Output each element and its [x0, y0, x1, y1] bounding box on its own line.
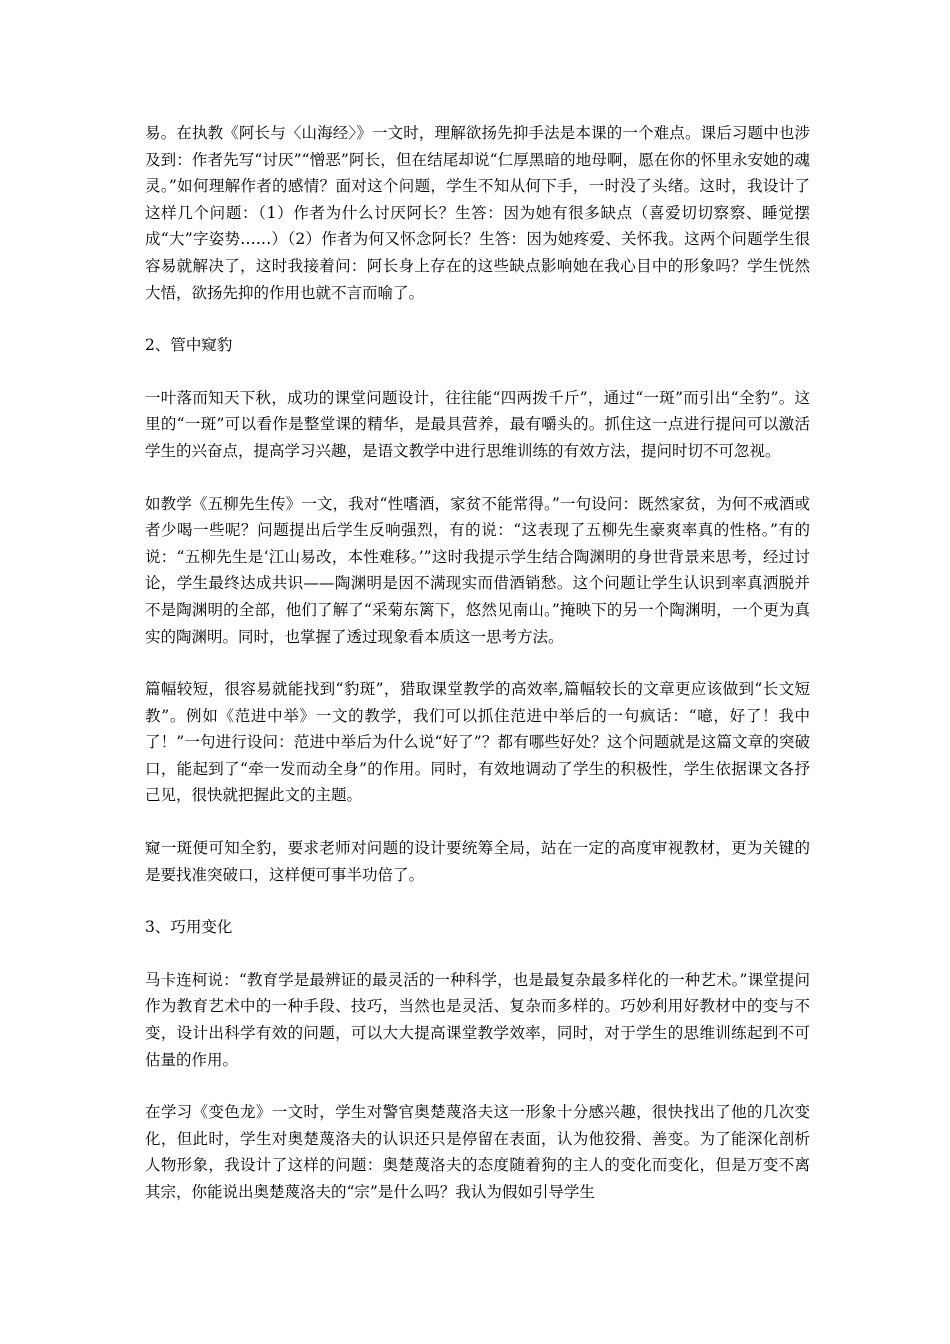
- paragraph-wuliu: 如教学《五柳先生传》一文，我对“性嗜酒，家贫不能常得。”一句设问：既然家贫，为何不戒酒或者少喝一些呢？问题提出后学生反响强烈，有的说：“这表现了五柳先生豪爽率真的性格。”有的说：“五柳先生是‘江山易改，本性难移。’”这时我提示学生结合陶渊明的身世背景来思考，经过讨论，学生最终达成共识——陶渊明是因不满现实而借酒销愁。这个问题让学生认识到率真洒脱并不是陶渊明的全部，他们了解了“采菊东篱下，悠然见南山。”掩映下的另一个陶渊明，一个更为真实的陶渊明。同时，也掌握了透过现象看本质这一思考方法。: [145, 494, 810, 646]
- paragraph-chameleon: 在学习《变色龙》一文时，学生对警官奥楚蔑洛夫这一形象十分感兴趣，很快找出了他的几次变化，但此时，学生对奥楚蔑洛夫的认识还只是停留在表面，认为他狡猾、善变。为了能深化剖析人物形象，我设计了这样的问题：奥楚蔑洛夫的态度随着狗的主人的变化而变化，但是万变不离其宗，你能说出奥楚蔑洛夫的“宗”是什么吗？我认为假如引导学生: [145, 1103, 810, 1201]
- section-heading-2: 2、管中窥豹: [145, 336, 233, 355]
- paragraph-fan-jin: 篇幅较短，很容易就能找到“豹斑”，猎取课堂教学的高效率,篇幅较长的文章更应该做到“长文短教”。例如《范进中举》一文的教学，我们可以抓住范进中举后的一句疯话：“噫，好了！我中了！”一句进行设问：范进中举后为什么说“好了”？都有哪些好处？这个问题就是这篇文章的突破口，能起到了“牵一发而动全身”的作用。同时，有效地调动了学生的积极性，学生依据课文各抒己见，很快就把握此文的主题。: [145, 680, 810, 805]
- paragraph-ah-chang: 易。在执教《阿长与〈山海经〉》一文时，理解欲扬先抑手法是本课的一个难点。课后习题中也涉及到：作者先写“讨厌”“憎恶”阿长，但在结尾却说“仁厚黑暗的地母啊，愿在你的怀里永安她的魂灵。”如何理解作者的感情？面对这个问题，学生不知从何下手，一时没了头绪。这时，我设计了这样几个问题：（1）作者为什么讨厌阿长？生答：因为她有很多缺点（喜爱切切察察、睡觉摆成“大”字姿势……）（2）作者为何又怀念阿长？生答：因为她疼爱、关怀我。这两个问题学生很容易就解决了，这时我接着问：阿长身上存在的这些缺点影响她在我心目中的形象吗？学生恍然大悟，欲扬先抑的作用也就不言而喻了。: [145, 124, 810, 302]
- paragraph-makarenko: 马卡连柯说：“教育学是最辨证的最灵活的一种科学，也是最复杂最多样化的一种艺术。”课堂提问作为教育艺术中的一种手段、技巧，当然也是灵活、复杂而多样的。巧妙利用好教材中的变与不变，设计出科学有效的问题，可以大大提高课堂教学效率，同时，对于学生的思维训练起到不可估量的作用。: [145, 970, 810, 1069]
- paragraph-leopard-summary: 窥一斑便可知全豹，要求老师对问题的设计要统筹全局，站在一定的高度审视教材，更为关键的是要找准突破口，这样便可事半功倍了。: [145, 839, 810, 884]
- paragraph-leopard-intro: 一叶落而知天下秋，成功的课堂问题设计，往往能“四两拨千斤”，通过“一斑”而引出“全豹”。这里的“一斑”可以看作是整堂课的精华，是最具营养，最有嚼头的。抓住这一点进行提问可以激活学生的兴奋点，提高学习兴趣，是语文教学中进行思维训练的有效方法，提问时切不可忽视。: [145, 388, 810, 460]
- section-heading-3: 3、巧用变化: [145, 918, 233, 937]
- document-body: [145, 120, 810, 1232]
